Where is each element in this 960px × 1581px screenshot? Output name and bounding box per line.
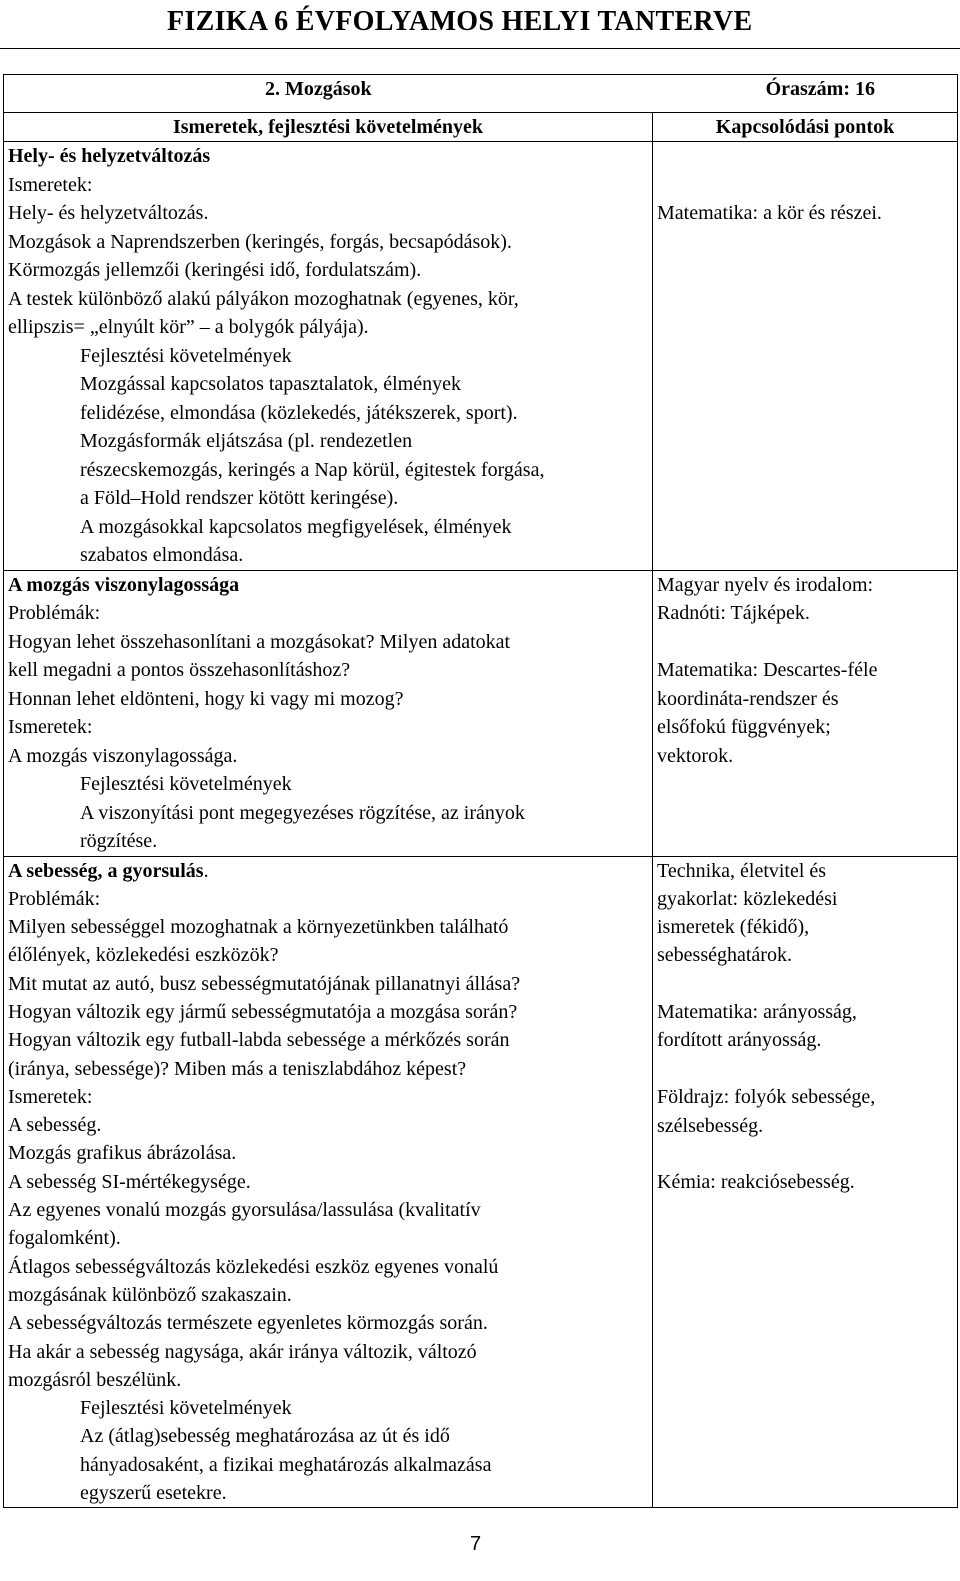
table-row [4, 856, 958, 1508]
link-line: koordináta-rendszer és [657, 687, 839, 710]
links-cell [653, 142, 958, 571]
text-line: Átlagos sebességváltozás közlekedési eszköz egyenes vonalú [8, 1255, 499, 1278]
text-line: a Föld–Hold rendszer kötött keringése). [80, 487, 399, 509]
text-line: Az (átlag)sebesség meghatározása az út és idő [80, 1425, 450, 1448]
text-line: ellipszis= „elnyúlt kör” – a bolygók pályája). [8, 316, 369, 338]
column-header-links: Kapcsolódási pontok [653, 112, 958, 142]
link-line: gyakorlat: közlekedési [657, 887, 838, 910]
section-heading: Hely- és helyzetváltozás [8, 145, 211, 167]
link-line: elsőfokú függvények; [657, 716, 831, 738]
dev-requirements-heading: Fejlesztési követelmények [80, 1397, 292, 1420]
document-header [0, 0, 960, 49]
text-line: Ismeretek: [8, 716, 93, 738]
text-line: Körmozgás jellemzői (keringési idő, fordulatszám). [8, 259, 422, 281]
link-line: Technika, életvitel és [657, 859, 827, 882]
column-header-knowledge: Ismeretek, fejlesztési követelmények [4, 112, 653, 142]
link-line: fordított arányosság. [657, 1029, 822, 1052]
link-line: Matematika: Descartes-féle [657, 659, 878, 681]
text-line: Hogyan változik egy futball-labda sebessége a mérkőzés során [8, 1029, 510, 1052]
column-header-row [4, 112, 958, 142]
text-line: Hogyan változik egy jármű sebességmutatója a mozgása során? [8, 1000, 518, 1023]
text-line: kell megadni a pontos összehasonlításhoz? [8, 659, 351, 681]
text-line: A viszonyítási pont megegyezéses rögzítése, az irányok [80, 801, 525, 824]
text-line: egyszerű esetekre. [80, 1482, 227, 1505]
section-content-cell [4, 856, 653, 1508]
table-row [4, 142, 958, 571]
table-title-cell [4, 75, 958, 113]
topic-title: 2. Mozgások [265, 78, 372, 100]
text-line: Mozgásformák eljátszása (pl. rendezetlen [80, 430, 413, 452]
link-line: Kémia: reakciósebesség. [657, 1171, 855, 1194]
text-line: Honnan lehet eldönteni, hogy ki vagy mi mozog? [8, 687, 404, 710]
text-line: részecskemozgás, keringés a Nap körül, égitestek forgása, [80, 458, 545, 481]
text-line: A mozgás viszonylagossága. [8, 744, 238, 767]
curriculum-table [3, 74, 958, 1508]
text-line: hányadosaként, a fizikai meghatározás alkalmazása [80, 1453, 492, 1476]
links-cell [653, 856, 958, 1508]
link-line: ismeretek (fékidő), [657, 916, 810, 939]
links-cell [653, 570, 958, 856]
text-line: Hogyan lehet összehasonlítani a mozgásokat? Milyen adatokat [8, 630, 511, 653]
dev-requirements-heading: Fejlesztési követelmények [80, 773, 292, 795]
text-line: A mozgásokkal kapcsolatos megfigyelések, élmények [80, 515, 512, 538]
section-heading: A sebesség, a gyorsulás [8, 859, 204, 882]
link-line: Magyar nyelv és irodalom: [657, 573, 874, 596]
section-content-cell [4, 142, 653, 571]
text-line: szabatos elmondása. [80, 544, 244, 566]
text-line: Mozgások a Naprendszerben (keringés, forgás, becsapódások). [8, 230, 512, 253]
section-heading-line [8, 857, 648, 885]
document-title: FIZIKA 6 ÉVFOLYAMOS HELYI TANTERVE [167, 6, 753, 37]
text-line: A testek különböző alakú pályákon mozoghatnak (egyenes, kör, [8, 287, 519, 310]
link-line: Radnóti: Tájképek. [657, 602, 810, 624]
text-line: felidézése, elmondása (közlekedés, játékszerek, sport). [80, 401, 518, 424]
hours-label: Óraszám: 16 [765, 78, 875, 100]
text-line: Milyen sebességgel mozoghatnak a környezetünkben található [8, 916, 509, 939]
text-line: Mozgással kapcsolatos tapasztalatok, élmények [80, 373, 461, 395]
text-line: A sebességváltozás természete egyenletes körmozgás során. [8, 1312, 488, 1335]
link-line: szélsebesség. [657, 1114, 764, 1137]
text-line: Problémák: [8, 887, 101, 910]
table-title-row [4, 75, 958, 113]
text-line: rögzítése. [80, 830, 158, 852]
text-line: Ha akár a sebesség nagysága, akár iránya változik, változó [8, 1340, 477, 1363]
link-line: Matematika: arányosság, [657, 1001, 857, 1024]
dev-requirements-heading: Fejlesztési követelmények [80, 344, 292, 367]
table-row [4, 570, 958, 856]
section-content-cell [4, 570, 653, 856]
page-number: 7 [470, 1533, 482, 1555]
section-heading-suffix: . [203, 859, 209, 882]
text-line: Mozgás grafikus ábrázolása. [8, 1142, 237, 1165]
text-line: fogalomként). [8, 1227, 121, 1250]
text-line: Ismeretek: [8, 173, 93, 196]
text-line: A sebesség SI-mértékegysége. [8, 1170, 251, 1193]
link-line: Földrajz: folyók sebessége, [657, 1086, 876, 1109]
text-line: élőlények, közlekedési eszközök? [8, 944, 279, 967]
section-heading: A mozgás viszonylagossága [8, 573, 240, 596]
text-line: mozgásának különböző szakaszain. [8, 1283, 292, 1306]
text-line: Az egyenes vonalú mozgás gyorsulása/lassulása (kvalitatív [8, 1199, 481, 1222]
link-line: vektorok. [657, 744, 734, 767]
text-line: Mit mutat az autó, busz sebességmutatójának pillanatnyi állása? [8, 972, 521, 995]
text-line: A sebesség. [8, 1114, 102, 1137]
link-line: sebességhatárok. [657, 944, 792, 967]
text-line: Problémák: [8, 602, 101, 624]
text-line: mozgásról beszélünk. [8, 1368, 182, 1391]
link-line: Matematika: a kör és részei. [657, 202, 882, 224]
text-line: Hely- és helyzetváltozás. [8, 202, 209, 224]
text-line: Ismeretek: [8, 1085, 93, 1108]
text-line: (iránya, sebessége)? Miben más a teniszlabdához képest? [8, 1057, 467, 1080]
